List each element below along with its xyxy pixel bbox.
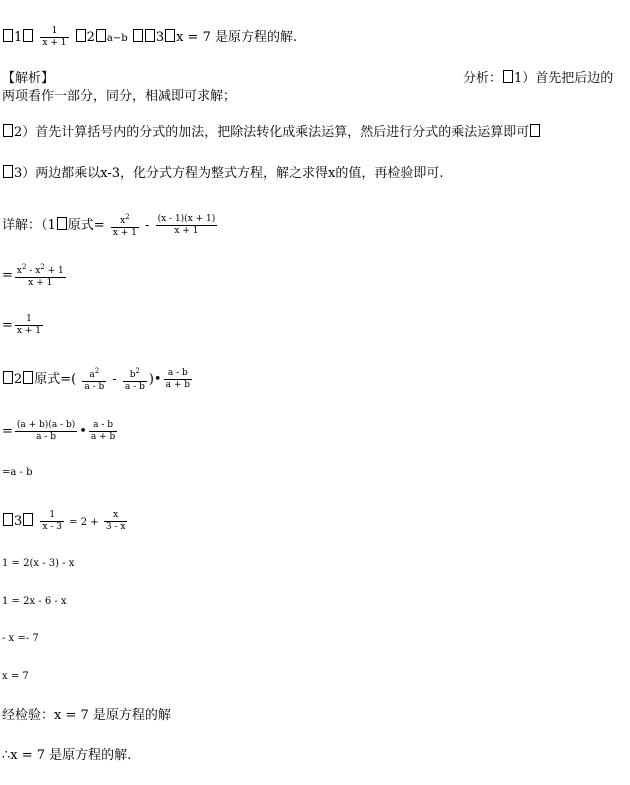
placeholder-box xyxy=(23,29,33,42)
placeholder-box xyxy=(76,29,86,42)
fraction-a2: $\frac{a^2}{a - b}$ xyxy=(84,367,105,392)
equation-mid: = 2 + xyxy=(66,517,102,528)
detail-3-step1: 1 = 2(x - 3) - x xyxy=(2,558,75,569)
placeholder-box xyxy=(3,29,13,42)
placeholder-box xyxy=(145,29,155,42)
placeholder-box xyxy=(23,371,33,384)
analysis-head: 分析： xyxy=(463,71,503,86)
fraction-denominator: a - b xyxy=(84,382,105,392)
fraction-numerator: (x - 1)(x + 1) xyxy=(157,214,216,224)
fraction-result1 xyxy=(15,314,43,337)
minus-sign: - xyxy=(145,218,150,233)
fraction-numerator: a - b xyxy=(93,420,114,430)
fraction-step1: $\frac{x^2 - x^2 + 1}{x + 1}$ xyxy=(16,263,64,288)
detail-3-line xyxy=(2,510,129,533)
fraction-numerator: 1 xyxy=(51,26,58,36)
placeholder-box xyxy=(23,513,33,526)
fraction-numerator: a - b xyxy=(167,368,188,378)
detail-2-result: =a - b xyxy=(2,467,33,478)
fraction-denominator: x + 1 xyxy=(112,228,137,238)
part2-index: 2 xyxy=(14,372,23,387)
numerator-part: b xyxy=(129,370,136,380)
conclusion-line: ∴x = 7 是原方程的解. xyxy=(2,748,132,763)
answer-part3: x = 7 是原方程的解. xyxy=(176,30,298,45)
analysis-1-cont: 两项看作一部分，同分，相减即可求解； xyxy=(2,89,237,104)
yuanshi-label: 原式= xyxy=(67,218,105,233)
fraction-e1 xyxy=(40,510,64,533)
detail-2-line xyxy=(2,366,194,393)
fraction-product xyxy=(156,214,218,237)
fraction-denominator: a - b xyxy=(15,431,77,443)
placeholder-box xyxy=(3,513,13,526)
detail-1-line xyxy=(2,212,219,239)
detail-head: 详解：（1 xyxy=(2,218,56,233)
minus-sign: - xyxy=(108,372,121,387)
fraction-numerator: x xyxy=(113,510,119,520)
check-line: 经检验：x = 7 是原方程的解 xyxy=(2,708,171,723)
numerator-part: a xyxy=(89,370,95,380)
detail-3-step2: 1 = 2x - 6 - x xyxy=(2,596,67,607)
analysis-2-text: 2）首先计算括号内的分式的加法，把除法转化成乘法运算，然后进行分式的乘法运算即可 xyxy=(14,125,530,140)
detail-1-step1: = $\frac{x^2 - x^2 + 1}{x + 1}$ xyxy=(2,263,64,288)
analysis-3-text: 3）两边都乘以x-3，化分式方程为整式方程，解之求得x的值，再检验即可. xyxy=(14,166,444,181)
fraction-denominator: 3 - x xyxy=(105,522,126,532)
fraction-denominator: a - b xyxy=(124,382,145,392)
analysis-3 xyxy=(2,165,444,183)
fraction-h1 xyxy=(15,420,77,443)
numerator-part: + 1 xyxy=(44,266,64,276)
analysis-start xyxy=(463,70,613,88)
analysis-2 xyxy=(2,124,541,142)
fraction-numerator: 1 xyxy=(49,510,56,520)
placeholder-box xyxy=(133,29,143,42)
fraction-denominator: x + 1 xyxy=(16,326,41,336)
answer-part1-index: 1 xyxy=(14,30,23,45)
yuanshi-label: 原式=( xyxy=(34,372,77,387)
placeholder-box xyxy=(3,124,13,137)
placeholder-box xyxy=(165,29,175,42)
placeholder-box xyxy=(96,29,106,42)
placeholder-box xyxy=(503,70,513,83)
fraction-denominator: a + b xyxy=(165,380,190,390)
fraction-numerator: 1 xyxy=(26,314,32,324)
placeholder-box xyxy=(530,124,540,137)
jiexi-label: 【解析】 xyxy=(2,71,55,86)
detail-2-step1: = $\frac{(a + b)(a - b)}{a - b}$ • $\frac{a - b}{a + b}$ xyxy=(2,420,116,442)
placeholder-box xyxy=(3,371,13,384)
fraction-denominator: a + b xyxy=(90,432,116,442)
fraction-h2 xyxy=(89,420,117,443)
fraction-denominator: x + 1 xyxy=(156,225,218,237)
answer-part2-index: 2 xyxy=(86,30,95,45)
fraction-numerator: (a + b)(a - b) xyxy=(16,420,76,430)
answer-part1-fraction xyxy=(40,26,68,49)
answer-part3-index: 3 xyxy=(155,30,165,45)
fraction-e2 xyxy=(104,510,128,533)
answer-line xyxy=(2,26,297,49)
dot-operator: • xyxy=(79,424,87,439)
placeholder-box xyxy=(57,217,67,230)
analysis-1-start: 1）首先把后边的 xyxy=(514,71,614,86)
detail-3-step4: x = 7 xyxy=(2,671,29,682)
answer-part2: a−b xyxy=(106,33,128,44)
fraction-denominator: x - 3 xyxy=(42,522,62,532)
fraction-denominator: x + 1 xyxy=(42,38,67,48)
fraction-numerator: x xyxy=(120,216,126,226)
detail-1-step2: = $\frac{1}{x + 1}$ xyxy=(2,314,41,336)
bracket-close: )• xyxy=(148,372,162,387)
placeholder-box xyxy=(3,165,13,178)
fraction-denominator: x + 1 xyxy=(15,277,66,289)
fraction-ab xyxy=(164,368,192,391)
part3-index: 3 xyxy=(14,514,23,529)
numerator-part: - x xyxy=(26,266,41,276)
fraction-x2-over-x1: $\frac{x^2}{x + 1}$ xyxy=(112,213,137,238)
detail-3-step3: - x =- 7 xyxy=(2,633,39,644)
numerator-part: x xyxy=(16,266,22,276)
fraction-b2: $\frac{b^2}{a - b}$ xyxy=(124,367,145,392)
